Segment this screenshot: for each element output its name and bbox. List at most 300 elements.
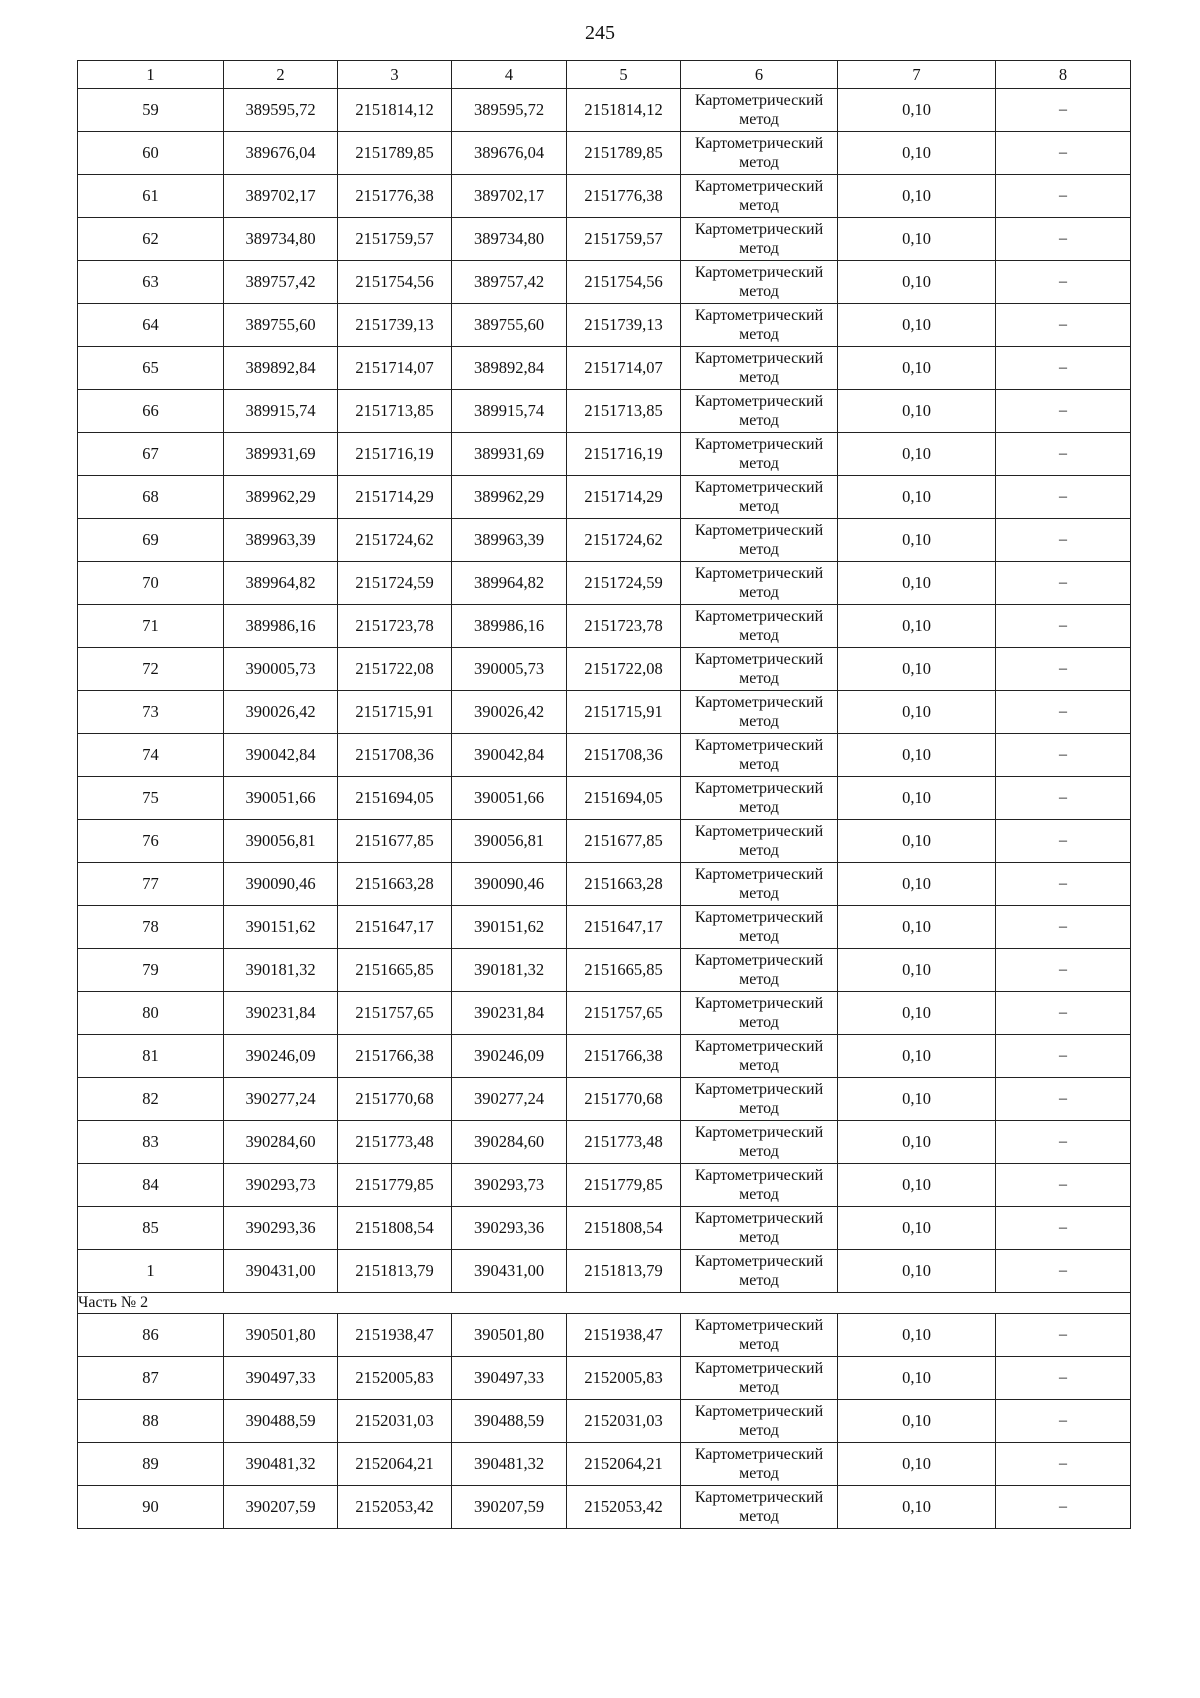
note-cell: – bbox=[996, 1314, 1131, 1357]
x-coord-cell: 390481,32 bbox=[224, 1443, 338, 1486]
method-line: Картометрический bbox=[694, 135, 824, 152]
y-coord-cell: 2151808,54 bbox=[567, 1207, 681, 1250]
method-line: Картометрический bbox=[694, 1253, 824, 1270]
precision-cell: 0,10 bbox=[838, 1207, 996, 1250]
precision-cell: 0,10 bbox=[838, 1486, 996, 1529]
x-coord-cell: 389757,42 bbox=[224, 261, 338, 304]
method-line: Картометрический bbox=[694, 479, 824, 496]
point-number-cell: 86 bbox=[78, 1314, 224, 1357]
x-coord-cell: 390056,81 bbox=[224, 820, 338, 863]
note-cell: – bbox=[996, 906, 1131, 949]
point-number-cell: 60 bbox=[78, 132, 224, 175]
x-coord-cell: 390277,24 bbox=[224, 1078, 338, 1121]
y-coord-cell: 2152031,03 bbox=[338, 1400, 452, 1443]
y-coord-cell: 2152053,42 bbox=[338, 1486, 452, 1529]
x-coord-cell: 390488,59 bbox=[452, 1400, 567, 1443]
method-line: метод bbox=[739, 584, 779, 601]
method-line: Картометрический bbox=[694, 608, 824, 625]
x-coord-cell: 390005,73 bbox=[224, 648, 338, 691]
method-line: Картометрический bbox=[694, 178, 824, 195]
precision-cell: 0,10 bbox=[838, 648, 996, 691]
point-number-cell: 68 bbox=[78, 476, 224, 519]
note-cell: – bbox=[996, 691, 1131, 734]
note-cell: – bbox=[996, 261, 1131, 304]
x-coord-cell: 390051,66 bbox=[224, 777, 338, 820]
x-coord-cell: 389915,74 bbox=[224, 390, 338, 433]
method-line: Картометрический bbox=[694, 350, 824, 367]
note-cell: – bbox=[996, 347, 1131, 390]
method-line: Картометрический bbox=[694, 780, 824, 797]
point-number-cell: 89 bbox=[78, 1443, 224, 1486]
y-coord-cell: 2151773,48 bbox=[567, 1121, 681, 1164]
x-coord-cell: 390431,00 bbox=[452, 1250, 567, 1293]
method-line: Картометрический bbox=[694, 307, 824, 324]
x-coord-cell: 390181,32 bbox=[224, 949, 338, 992]
table-row bbox=[78, 1164, 1131, 1207]
note-cell: – bbox=[996, 519, 1131, 562]
method-line: метод bbox=[739, 283, 779, 300]
x-coord-cell: 390284,60 bbox=[452, 1121, 567, 1164]
x-coord-cell: 390231,84 bbox=[452, 992, 567, 1035]
x-coord-cell: 389986,16 bbox=[224, 605, 338, 648]
y-coord-cell: 2151722,08 bbox=[567, 648, 681, 691]
x-coord-cell: 389676,04 bbox=[224, 132, 338, 175]
method-line: метод bbox=[739, 1186, 779, 1203]
point-number-cell: 64 bbox=[78, 304, 224, 347]
method-line: метод bbox=[739, 1272, 779, 1289]
y-coord-cell: 2151938,47 bbox=[338, 1314, 452, 1357]
method-cell bbox=[681, 132, 838, 175]
precision-cell: 0,10 bbox=[838, 777, 996, 820]
column-header: 1 bbox=[78, 61, 224, 89]
point-number-cell: 84 bbox=[78, 1164, 224, 1207]
method-line: метод bbox=[739, 885, 779, 902]
section-label: Часть № 2 bbox=[78, 1293, 1131, 1314]
y-coord-cell: 2151677,85 bbox=[567, 820, 681, 863]
x-coord-cell: 390497,33 bbox=[452, 1357, 567, 1400]
point-number-cell: 1 bbox=[78, 1250, 224, 1293]
x-coord-cell: 389734,80 bbox=[452, 218, 567, 261]
y-coord-cell: 2151665,85 bbox=[567, 949, 681, 992]
table-row bbox=[78, 347, 1131, 390]
column-header: 6 bbox=[681, 61, 838, 89]
method-line: метод bbox=[739, 799, 779, 816]
precision-cell: 0,10 bbox=[838, 605, 996, 648]
method-cell bbox=[681, 347, 838, 390]
method-cell bbox=[681, 949, 838, 992]
y-coord-cell: 2151714,29 bbox=[567, 476, 681, 519]
precision-cell: 0,10 bbox=[838, 1121, 996, 1164]
point-number-cell: 76 bbox=[78, 820, 224, 863]
x-coord-cell: 389755,60 bbox=[224, 304, 338, 347]
precision-cell: 0,10 bbox=[838, 562, 996, 605]
point-number-cell: 85 bbox=[78, 1207, 224, 1250]
method-line: Картометрический bbox=[694, 1403, 824, 1420]
precision-cell: 0,10 bbox=[838, 132, 996, 175]
precision-cell: 0,10 bbox=[838, 1400, 996, 1443]
method-line: метод bbox=[739, 627, 779, 644]
y-coord-cell: 2151779,85 bbox=[338, 1164, 452, 1207]
method-line: Картометрический bbox=[694, 694, 824, 711]
y-coord-cell: 2151694,05 bbox=[338, 777, 452, 820]
y-coord-cell: 2151724,59 bbox=[338, 562, 452, 605]
point-number-cell: 83 bbox=[78, 1121, 224, 1164]
note-cell: – bbox=[996, 390, 1131, 433]
note-cell: – bbox=[996, 648, 1131, 691]
method-line: Картометрический bbox=[694, 522, 824, 539]
y-coord-cell: 2151814,12 bbox=[567, 89, 681, 132]
table-row bbox=[78, 304, 1131, 347]
y-coord-cell: 2151714,07 bbox=[567, 347, 681, 390]
precision-cell: 0,10 bbox=[838, 1443, 996, 1486]
y-coord-cell: 2151808,54 bbox=[338, 1207, 452, 1250]
y-coord-cell: 2151647,17 bbox=[338, 906, 452, 949]
method-line: метод bbox=[739, 498, 779, 515]
table-row bbox=[78, 89, 1131, 132]
note-cell: – bbox=[996, 89, 1131, 132]
x-coord-cell: 389734,80 bbox=[224, 218, 338, 261]
point-number-cell: 71 bbox=[78, 605, 224, 648]
x-coord-cell: 389702,17 bbox=[452, 175, 567, 218]
method-line: Картометрический bbox=[694, 823, 824, 840]
y-coord-cell: 2151776,38 bbox=[338, 175, 452, 218]
table-body bbox=[78, 89, 1131, 1529]
method-cell bbox=[681, 89, 838, 132]
point-number-cell: 90 bbox=[78, 1486, 224, 1529]
method-line: Картометрический bbox=[694, 1317, 824, 1334]
y-coord-cell: 2152005,83 bbox=[567, 1357, 681, 1400]
y-coord-cell: 2151813,79 bbox=[338, 1250, 452, 1293]
table-row bbox=[78, 132, 1131, 175]
table-row bbox=[78, 949, 1131, 992]
method-line: метод bbox=[739, 928, 779, 945]
method-cell bbox=[681, 734, 838, 777]
y-coord-cell: 2151789,85 bbox=[338, 132, 452, 175]
point-number-cell: 59 bbox=[78, 89, 224, 132]
table-row bbox=[78, 476, 1131, 519]
method-cell bbox=[681, 1486, 838, 1529]
precision-cell: 0,10 bbox=[838, 734, 996, 777]
method-line: Картометрический bbox=[694, 1360, 824, 1377]
y-coord-cell: 2151759,57 bbox=[567, 218, 681, 261]
y-coord-cell: 2151715,91 bbox=[338, 691, 452, 734]
precision-cell: 0,10 bbox=[838, 820, 996, 863]
method-line: метод bbox=[739, 154, 779, 171]
y-coord-cell: 2152005,83 bbox=[338, 1357, 452, 1400]
precision-cell: 0,10 bbox=[838, 1035, 996, 1078]
method-line: Картометрический bbox=[694, 1446, 824, 1463]
point-number-cell: 69 bbox=[78, 519, 224, 562]
precision-cell: 0,10 bbox=[838, 175, 996, 218]
method-cell bbox=[681, 562, 838, 605]
table-row bbox=[78, 691, 1131, 734]
y-coord-cell: 2151739,13 bbox=[567, 304, 681, 347]
y-coord-cell: 2151770,68 bbox=[567, 1078, 681, 1121]
point-number-cell: 61 bbox=[78, 175, 224, 218]
method-line: метод bbox=[739, 670, 779, 687]
table-row bbox=[78, 605, 1131, 648]
column-header: 2 bbox=[224, 61, 338, 89]
y-coord-cell: 2151724,59 bbox=[567, 562, 681, 605]
method-cell bbox=[681, 218, 838, 261]
x-coord-cell: 390246,09 bbox=[452, 1035, 567, 1078]
x-coord-cell: 390005,73 bbox=[452, 648, 567, 691]
method-line: Картометрический bbox=[694, 264, 824, 281]
method-cell bbox=[681, 433, 838, 476]
x-coord-cell: 389931,69 bbox=[452, 433, 567, 476]
table-row bbox=[78, 218, 1131, 261]
x-coord-cell: 390051,66 bbox=[452, 777, 567, 820]
method-line: Картометрический bbox=[694, 737, 824, 754]
method-cell bbox=[681, 1443, 838, 1486]
x-coord-cell: 390090,46 bbox=[224, 863, 338, 906]
x-coord-cell: 389595,72 bbox=[224, 89, 338, 132]
method-cell bbox=[681, 1035, 838, 1078]
header-row bbox=[78, 61, 1131, 89]
x-coord-cell: 389755,60 bbox=[452, 304, 567, 347]
y-coord-cell: 2152053,42 bbox=[567, 1486, 681, 1529]
precision-cell: 0,10 bbox=[838, 347, 996, 390]
y-coord-cell: 2151739,13 bbox=[338, 304, 452, 347]
y-coord-cell: 2151766,38 bbox=[567, 1035, 681, 1078]
table-row bbox=[78, 1035, 1131, 1078]
note-cell: – bbox=[996, 476, 1131, 519]
x-coord-cell: 390293,73 bbox=[224, 1164, 338, 1207]
method-line: метод bbox=[739, 1014, 779, 1031]
method-cell bbox=[681, 605, 838, 648]
precision-cell: 0,10 bbox=[838, 949, 996, 992]
x-coord-cell: 390026,42 bbox=[452, 691, 567, 734]
precision-cell: 0,10 bbox=[838, 906, 996, 949]
point-number-cell: 62 bbox=[78, 218, 224, 261]
note-cell: – bbox=[996, 863, 1131, 906]
method-line: метод bbox=[739, 111, 779, 128]
x-coord-cell: 389702,17 bbox=[224, 175, 338, 218]
note-cell: – bbox=[996, 949, 1131, 992]
method-line: Картометрический bbox=[694, 1124, 824, 1141]
x-coord-cell: 390181,32 bbox=[452, 949, 567, 992]
y-coord-cell: 2151938,47 bbox=[567, 1314, 681, 1357]
x-coord-cell: 390488,59 bbox=[224, 1400, 338, 1443]
method-cell bbox=[681, 691, 838, 734]
coordinates-table bbox=[77, 60, 1131, 1529]
y-coord-cell: 2151663,28 bbox=[567, 863, 681, 906]
method-cell bbox=[681, 476, 838, 519]
y-coord-cell: 2151776,38 bbox=[567, 175, 681, 218]
x-coord-cell: 389964,82 bbox=[452, 562, 567, 605]
point-number-cell: 65 bbox=[78, 347, 224, 390]
note-cell: – bbox=[996, 1400, 1131, 1443]
x-coord-cell: 390293,36 bbox=[452, 1207, 567, 1250]
x-coord-cell: 390090,46 bbox=[452, 863, 567, 906]
method-line: метод bbox=[739, 197, 779, 214]
method-line: метод bbox=[739, 1465, 779, 1482]
method-line: Картометрический bbox=[694, 995, 824, 1012]
point-number-cell: 80 bbox=[78, 992, 224, 1035]
y-coord-cell: 2151677,85 bbox=[338, 820, 452, 863]
method-line: метод bbox=[739, 971, 779, 988]
y-coord-cell: 2151714,29 bbox=[338, 476, 452, 519]
column-header: 3 bbox=[338, 61, 452, 89]
table-row bbox=[78, 648, 1131, 691]
method-line: Картометрический bbox=[694, 1167, 824, 1184]
section-row bbox=[78, 1293, 1131, 1314]
column-header: 4 bbox=[452, 61, 567, 89]
page-number: 245 bbox=[585, 22, 615, 44]
x-coord-cell: 390207,59 bbox=[452, 1486, 567, 1529]
note-cell: – bbox=[996, 777, 1131, 820]
table-row bbox=[78, 992, 1131, 1035]
precision-cell: 0,10 bbox=[838, 476, 996, 519]
y-coord-cell: 2151647,17 bbox=[567, 906, 681, 949]
x-coord-cell: 390277,24 bbox=[452, 1078, 567, 1121]
y-coord-cell: 2151665,85 bbox=[338, 949, 452, 992]
table-row bbox=[78, 390, 1131, 433]
y-coord-cell: 2151754,56 bbox=[567, 261, 681, 304]
note-cell: – bbox=[996, 218, 1131, 261]
precision-cell: 0,10 bbox=[838, 304, 996, 347]
method-cell bbox=[681, 648, 838, 691]
method-cell bbox=[681, 1357, 838, 1400]
note-cell: – bbox=[996, 562, 1131, 605]
y-coord-cell: 2151713,85 bbox=[567, 390, 681, 433]
point-number-cell: 73 bbox=[78, 691, 224, 734]
precision-cell: 0,10 bbox=[838, 1164, 996, 1207]
point-number-cell: 75 bbox=[78, 777, 224, 820]
method-line: Картометрический bbox=[694, 952, 824, 969]
y-coord-cell: 2151773,48 bbox=[338, 1121, 452, 1164]
precision-cell: 0,10 bbox=[838, 89, 996, 132]
method-line: Картометрический bbox=[694, 909, 824, 926]
method-line: метод bbox=[739, 713, 779, 730]
note-cell: – bbox=[996, 1443, 1131, 1486]
note-cell: – bbox=[996, 1121, 1131, 1164]
note-cell: – bbox=[996, 175, 1131, 218]
point-number-cell: 79 bbox=[78, 949, 224, 992]
y-coord-cell: 2151716,19 bbox=[567, 433, 681, 476]
method-cell bbox=[681, 992, 838, 1035]
table-row bbox=[78, 433, 1131, 476]
table-row bbox=[78, 906, 1131, 949]
precision-cell: 0,10 bbox=[838, 433, 996, 476]
method-line: метод bbox=[739, 1100, 779, 1117]
method-line: метод bbox=[739, 1508, 779, 1525]
method-cell bbox=[681, 1078, 838, 1121]
method-line: метод bbox=[739, 412, 779, 429]
note-cell: – bbox=[996, 820, 1131, 863]
table-row bbox=[78, 1443, 1131, 1486]
table-row bbox=[78, 1357, 1131, 1400]
table-row bbox=[78, 1121, 1131, 1164]
method-cell bbox=[681, 906, 838, 949]
method-line: метод bbox=[739, 1422, 779, 1439]
x-coord-cell: 390151,62 bbox=[452, 906, 567, 949]
method-line: Картометрический bbox=[694, 1210, 824, 1227]
point-number-cell: 74 bbox=[78, 734, 224, 777]
y-coord-cell: 2151779,85 bbox=[567, 1164, 681, 1207]
point-number-cell: 72 bbox=[78, 648, 224, 691]
y-coord-cell: 2151724,62 bbox=[567, 519, 681, 562]
y-coord-cell: 2151722,08 bbox=[338, 648, 452, 691]
table-row bbox=[78, 261, 1131, 304]
x-coord-cell: 389962,29 bbox=[224, 476, 338, 519]
note-cell: – bbox=[996, 132, 1131, 175]
method-line: Картометрический bbox=[694, 651, 824, 668]
method-line: метод bbox=[739, 541, 779, 558]
method-line: Картометрический bbox=[694, 92, 824, 109]
table-row bbox=[78, 1250, 1131, 1293]
note-cell: – bbox=[996, 304, 1131, 347]
point-number-cell: 66 bbox=[78, 390, 224, 433]
method-cell bbox=[681, 304, 838, 347]
y-coord-cell: 2151723,78 bbox=[567, 605, 681, 648]
method-cell bbox=[681, 519, 838, 562]
column-header: 8 bbox=[996, 61, 1131, 89]
table-row bbox=[78, 734, 1131, 777]
y-coord-cell: 2151770,68 bbox=[338, 1078, 452, 1121]
precision-cell: 0,10 bbox=[838, 1078, 996, 1121]
table-row bbox=[78, 1400, 1131, 1443]
note-cell: – bbox=[996, 1486, 1131, 1529]
x-coord-cell: 390501,80 bbox=[452, 1314, 567, 1357]
x-coord-cell: 390497,33 bbox=[224, 1357, 338, 1400]
method-line: метод bbox=[739, 455, 779, 472]
method-line: метод bbox=[739, 1229, 779, 1246]
method-cell bbox=[681, 261, 838, 304]
x-coord-cell: 390231,84 bbox=[224, 992, 338, 1035]
point-number-cell: 88 bbox=[78, 1400, 224, 1443]
method-line: Картометрический bbox=[694, 221, 824, 238]
x-coord-cell: 390042,84 bbox=[452, 734, 567, 777]
x-coord-cell: 390284,60 bbox=[224, 1121, 338, 1164]
method-line: метод bbox=[739, 326, 779, 343]
method-cell bbox=[681, 1400, 838, 1443]
table-row bbox=[78, 820, 1131, 863]
method-line: Картометрический bbox=[694, 1081, 824, 1098]
precision-cell: 0,10 bbox=[838, 992, 996, 1035]
method-line: Картометрический bbox=[694, 1038, 824, 1055]
method-cell bbox=[681, 1250, 838, 1293]
x-coord-cell: 390026,42 bbox=[224, 691, 338, 734]
method-line: метод bbox=[739, 756, 779, 773]
precision-cell: 0,10 bbox=[838, 218, 996, 261]
precision-cell: 0,10 bbox=[838, 519, 996, 562]
note-cell: – bbox=[996, 992, 1131, 1035]
method-cell bbox=[681, 1164, 838, 1207]
method-line: Картометрический bbox=[694, 436, 824, 453]
point-number-cell: 87 bbox=[78, 1357, 224, 1400]
point-number-cell: 82 bbox=[78, 1078, 224, 1121]
y-coord-cell: 2151708,36 bbox=[567, 734, 681, 777]
table-row bbox=[78, 1486, 1131, 1529]
x-coord-cell: 389962,29 bbox=[452, 476, 567, 519]
y-coord-cell: 2151716,19 bbox=[338, 433, 452, 476]
method-line: Картометрический bbox=[694, 1489, 824, 1506]
y-coord-cell: 2151715,91 bbox=[567, 691, 681, 734]
y-coord-cell: 2151766,38 bbox=[338, 1035, 452, 1078]
precision-cell: 0,10 bbox=[838, 390, 996, 433]
note-cell: – bbox=[996, 1164, 1131, 1207]
table-row bbox=[78, 863, 1131, 906]
note-cell: – bbox=[996, 1207, 1131, 1250]
y-coord-cell: 2151757,65 bbox=[567, 992, 681, 1035]
note-cell: – bbox=[996, 1035, 1131, 1078]
y-coord-cell: 2151724,62 bbox=[338, 519, 452, 562]
point-number-cell: 63 bbox=[78, 261, 224, 304]
y-coord-cell: 2151813,79 bbox=[567, 1250, 681, 1293]
table-row bbox=[78, 175, 1131, 218]
column-header: 7 bbox=[838, 61, 996, 89]
